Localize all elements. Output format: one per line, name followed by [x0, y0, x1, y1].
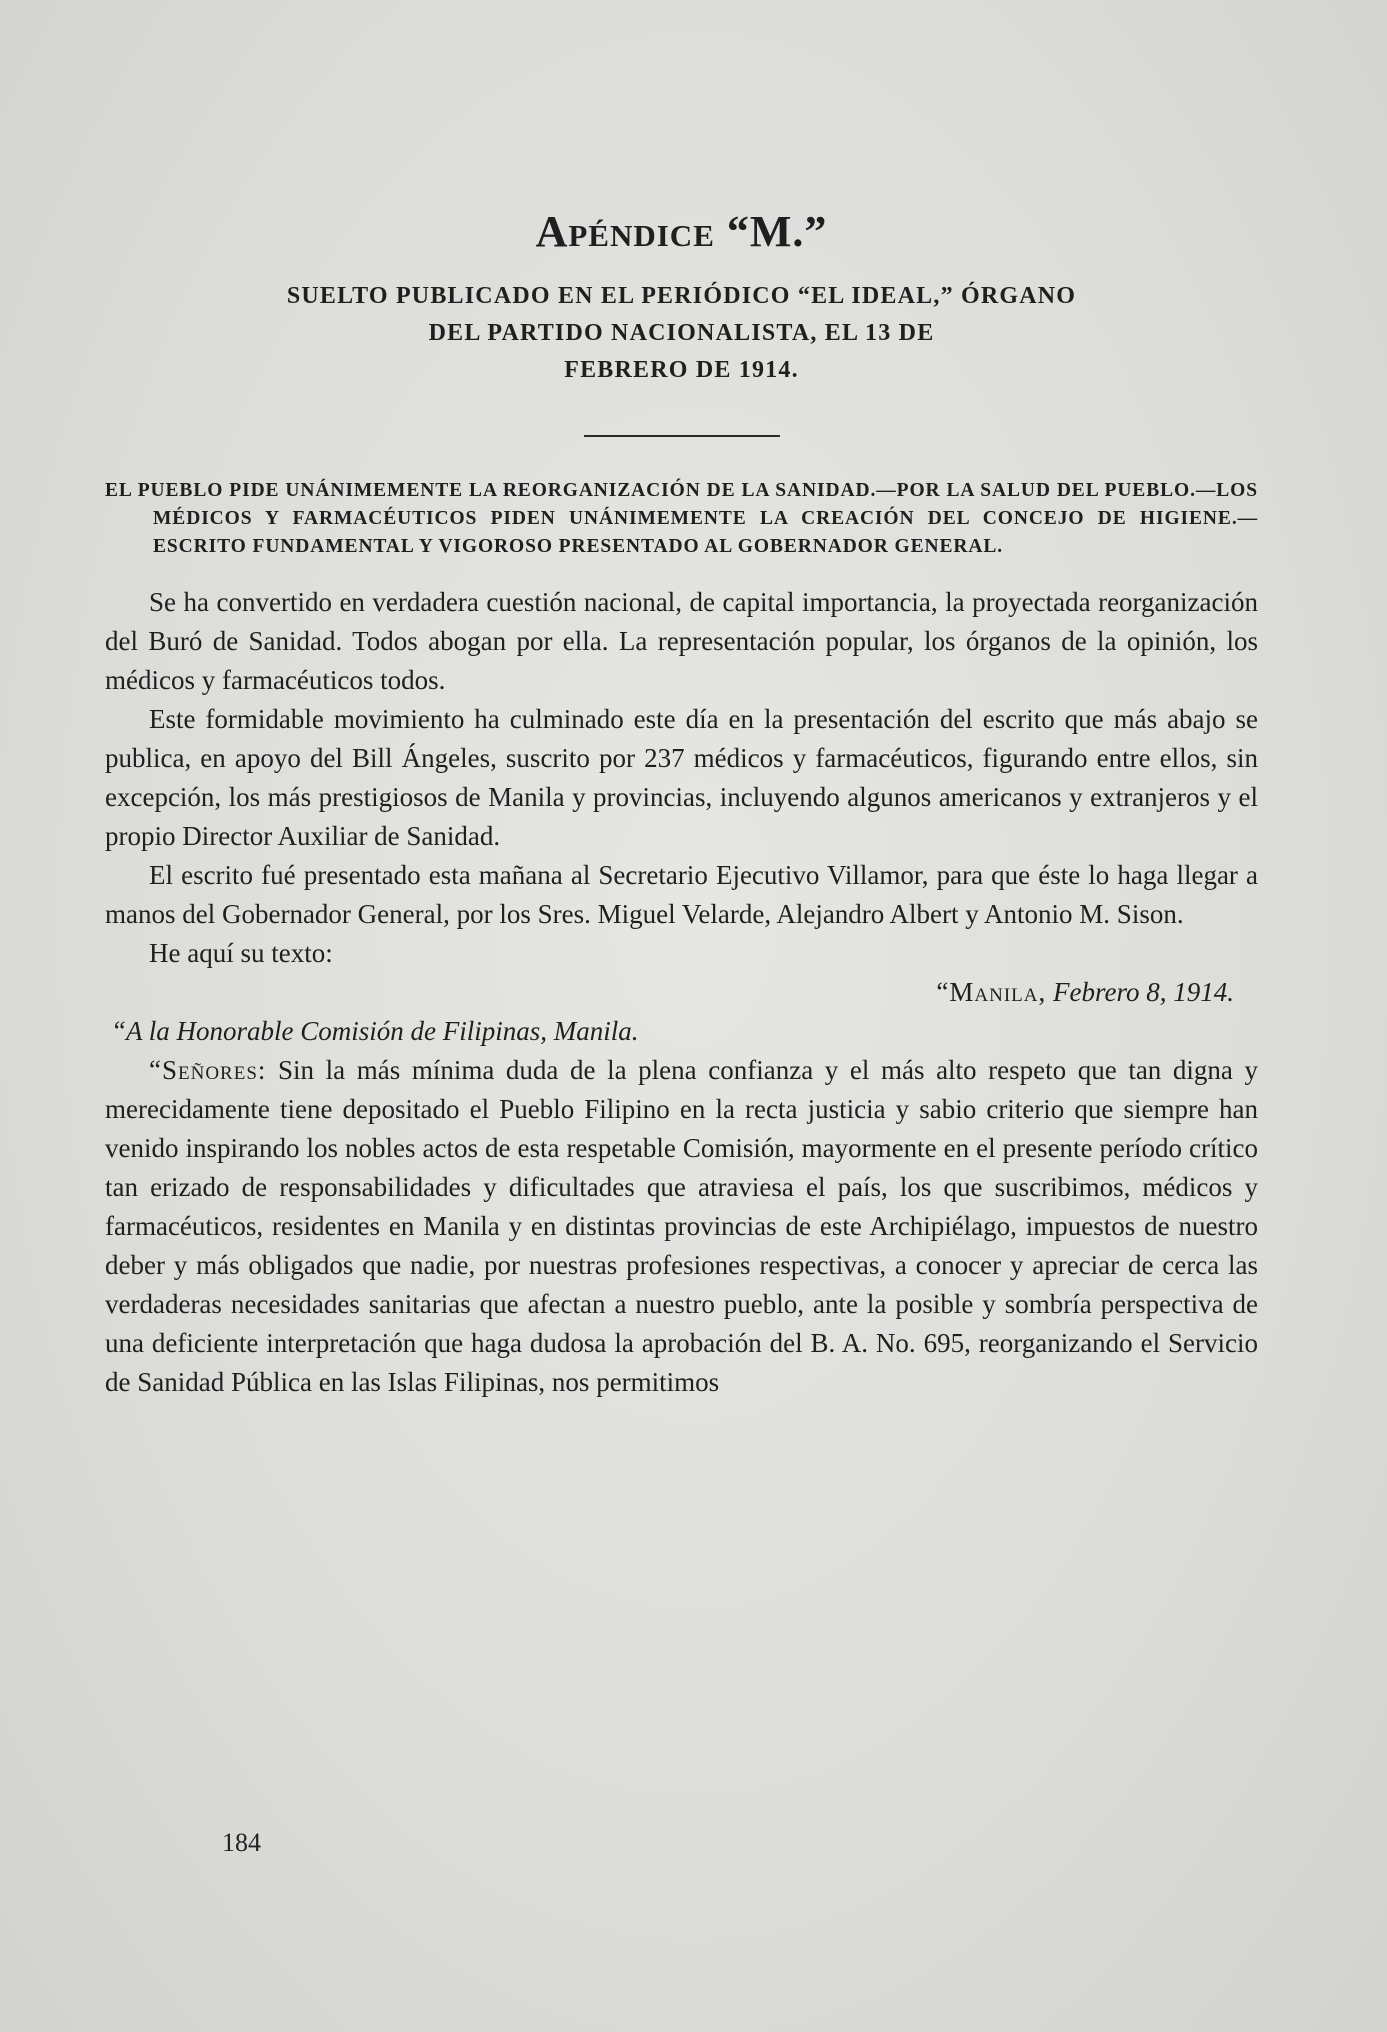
- letter-paragraph: [105, 1051, 1258, 1402]
- paragraph: El escrito fué presentado esta mañana al Secretario Ejecutivo Villamor, para que éste lo haga llegar a manos del Gobernador General, por los Sres. Miguel Velarde, Alejandro Albert y Antonio M. Sison.: [105, 860, 1258, 929]
- letter-dateline: [105, 973, 1258, 1012]
- letter-addressee: “A la Honorable Comisión de Filipinas, Manila.: [111, 1016, 639, 1046]
- subtitle-line: FEBRERO DE 1914.: [564, 357, 799, 383]
- letter-text: Sin la más mínima duda de la plena confianza y el más alto respeto que tan digna y merecidamente tiene depositado el Pueblo Filipino en la recta justicia y sabio criterio que siempre han venido inspirando los nobles actos de esta respetable Comisión, mayormente en el presente período crítico tan erizado de responsabilidades y dificultades que atraviesa el país, los que suscribimos, médicos y farmacéuticos, residentes en Manila y en distintas provincias de este Archipiélago, impuestos de nuestro deber y más obligados que nadie, por nuestras profesiones respectivas, a conocer y apreciar de cerca las verdaderas necesidades sanitarias que afectan a nuestro pueblo, ante la posible y sombría perspectiva de una deficiente interpretación que haga dudosa la aprobación del B. A. No. 695, reorganizando el Servicio de Sanidad Pública en las Islas Filipinas, nos permitimos: [105, 1055, 1258, 1397]
- subtitle-line: DEL PARTIDO NACIONALISTA, EL 13 DE: [428, 320, 935, 346]
- page-content: [105, 190, 1258, 1402]
- article-body: [105, 583, 1258, 1402]
- subtitle: [105, 278, 1258, 389]
- article-summary: EL PUEBLO PIDE UNÁNIMEMENTE LA REORGANIZACIÓN DE LA SANIDAD.—POR LA SALUD DEL PUEBLO.—LOS MÉDICOS Y FARMACÉUTICOS PIDEN UNÁNIMEMENTE LA CREACIÓN DEL CONCEJO DE HIGIENE.—ESCRITO FUNDAMENTAL Y VIGOROSO PRESENTADO AL GOBERNADOR GENERAL.: [105, 480, 1258, 557]
- paragraph: Se ha convertido en verdadera cuestión nacional, de capital importancia, la proyectada reorganización del Buró de Sanidad. Todos abogan por ella. La representación popular, los órganos de la opinión, los médicos y farmacéuticos todos.: [105, 587, 1258, 695]
- paragraph: Este formidable movimiento ha culminado este día en la presentación del escrito que más abajo se publica, en apoyo del Bill Ángeles, suscrito por 237 médicos y farmacéuticos, figurando entre ellos, sin excepción, los más prestigiosos de Manila y provincias, incluyendo algunos americanos y extranjeros y el propio Director Auxiliar de Sanidad.: [105, 704, 1258, 851]
- subtitle-line: SUELTO PUBLICADO EN EL PERIÓDICO “EL IDEAL,” ÓRGANO: [286, 283, 1077, 309]
- dateline-date: Febrero 8, 1914.: [1053, 977, 1234, 1007]
- paragraph: He aquí su texto:: [149, 938, 333, 968]
- letter-salutation: “Señores:: [149, 1055, 267, 1085]
- appendix-title: Apéndice “M.”: [535, 207, 828, 256]
- dateline-place: “Manila,: [936, 977, 1047, 1007]
- divider-rule: [584, 435, 780, 437]
- page-number: 184: [222, 1828, 261, 1857]
